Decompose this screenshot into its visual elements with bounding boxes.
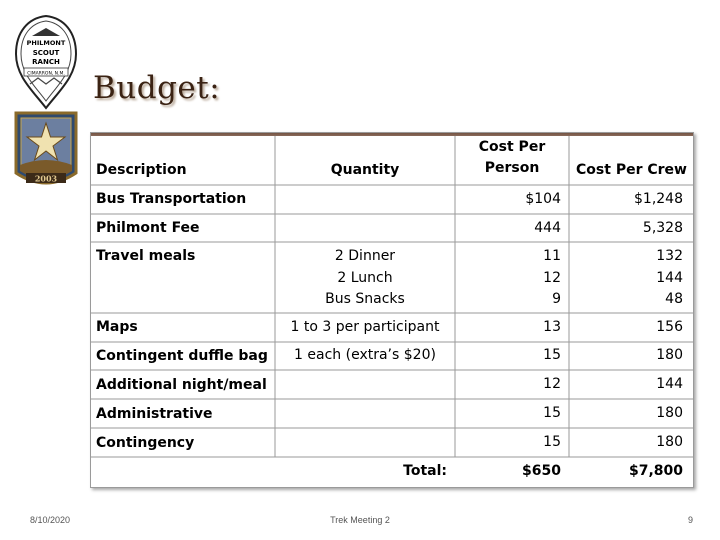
row-additional-description: Additional night/meal: [96, 377, 267, 393]
header-cost-person: Cost Per Person: [478, 139, 546, 176]
total-label: Total:: [403, 463, 447, 479]
philmont-arrowhead-logo-icon: [8, 14, 84, 110]
footer-date: 8/10/2020: [30, 515, 71, 525]
footer-page-number: 9: [688, 515, 694, 525]
row-admin-description: Administrative: [96, 406, 213, 422]
badge-year-text: 2003: [34, 173, 58, 184]
logo-text-1: PHILMONT: [26, 39, 66, 47]
row-contingency-cost-crew: 180: [656, 434, 683, 450]
header-description: Description: [96, 162, 187, 178]
logo-text-3: RANCH: [32, 58, 60, 66]
budget-table: [90, 132, 694, 488]
row-fee-description: Philmont Fee: [96, 220, 200, 236]
row-maps-cost-crew: 156: [656, 319, 683, 335]
row-meals-cost-person: 11 12 9: [543, 248, 561, 307]
header-quantity: Quantity: [330, 162, 400, 178]
total-cost-crew: $7,800: [628, 463, 683, 479]
row-duffle-cost-person: 15: [543, 347, 561, 363]
slide-title: Budget:: [93, 70, 221, 106]
row-maps-cost-person: 13: [543, 319, 561, 335]
row-additional-cost-person: 12: [543, 376, 561, 392]
row-admin-cost-person: 15: [543, 405, 561, 421]
row-fee-cost-person: 444: [534, 220, 561, 236]
row-duffle-quantity: 1 each (extra’s $20): [294, 347, 436, 363]
contingent-star-badge-icon: [12, 103, 80, 191]
row-contingency-cost-person: 15: [543, 434, 561, 450]
row-meals-cost-crew: 132 144 48: [656, 248, 683, 307]
row-bus-cost-person: $104: [525, 191, 561, 207]
row-fee-cost-crew: 5,328: [642, 220, 683, 236]
row-contingency-description: Contingency: [96, 435, 195, 451]
row-duffle-cost-crew: 180: [656, 347, 683, 363]
row-maps-description: Maps: [96, 319, 138, 335]
row-bus-description: Bus Transportation: [96, 191, 247, 207]
row-meals-description: Travel meals: [96, 248, 196, 264]
logo-text-4: CIMARRON, N.M.: [27, 71, 65, 77]
row-meals-quantity: 2 Dinner 2 Lunch Bus Snacks: [325, 248, 405, 307]
row-additional-cost-crew: 144: [656, 376, 683, 392]
logo-text-2: SCOUT: [32, 49, 60, 57]
footer-title: Trek Meeting 2: [330, 515, 390, 525]
row-maps-quantity: 1 to 3 per participant: [290, 319, 440, 335]
row-bus-cost-crew: $1,248: [634, 191, 683, 207]
header-cost-crew: Cost Per Crew: [576, 162, 687, 178]
total-cost-person: $650: [522, 463, 561, 479]
row-admin-cost-crew: 180: [656, 405, 683, 421]
row-duffle-description: Contingent duffle bag: [96, 348, 268, 364]
